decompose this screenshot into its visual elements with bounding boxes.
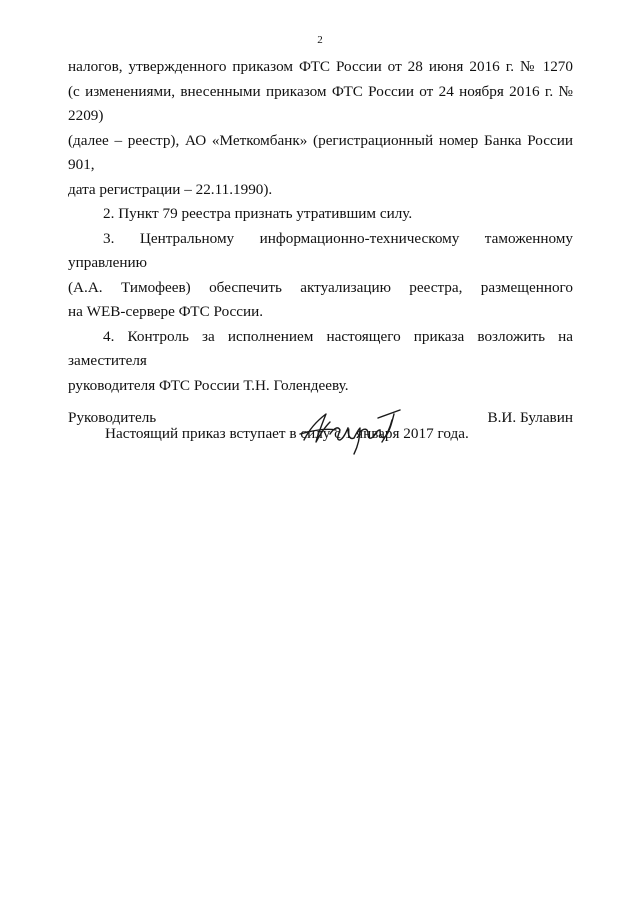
paragraph-2-line-1: 2. Пункт 79 реестра признать утратившим силу. (103, 205, 413, 222)
paragraph-1-line-4: дата регистрации – 22.11.1990). (68, 180, 273, 198)
paragraph-3-line-2: (А.А. Тимофеев) обеспечить актуализацию реестра, размещенного (68, 278, 573, 296)
page-number: 2 (317, 34, 323, 46)
signatory-name: В.И. Булавин (487, 409, 573, 426)
paragraph-1-line-2: (с изменениями, внесенными приказом ФТС России от 24 ноября 2016 г. № 2209) (68, 82, 573, 124)
paragraph-4-line-1: 4. Контроль за исполнением настоящего приказа возложить на заместителя (68, 327, 573, 369)
paragraph-1-line-1: налогов, утвержденного приказом ФТС России от 28 июня 2016 г. № 1270 (68, 58, 573, 75)
paragraph-2 (68, 202, 573, 227)
paragraph-1-continued (68, 55, 573, 202)
handwritten-signature (296, 400, 406, 460)
paragraph-1-line-3: (далее – реестр), АО «Меткомбанк» (регистрационный номер Банка России 901, (68, 131, 573, 173)
signature-block (68, 404, 573, 464)
paragraph-3 (68, 227, 573, 325)
paragraph-4 (68, 325, 573, 399)
signatory-title: Руководитель (68, 409, 157, 426)
paragraph-4-line-2: руководителя ФТС России Т.Н. Голендееву. (68, 376, 349, 394)
paragraph-3-line-3: на WEB-сервере ФТС России. (68, 303, 264, 320)
effective-date-line: Настоящий приказ вступает в силу с 1 января 2017 года. (105, 425, 469, 442)
paragraph-3-line-1: 3. Центральному информационно-техническому таможенному управлению (68, 229, 573, 271)
document-body (68, 55, 573, 447)
